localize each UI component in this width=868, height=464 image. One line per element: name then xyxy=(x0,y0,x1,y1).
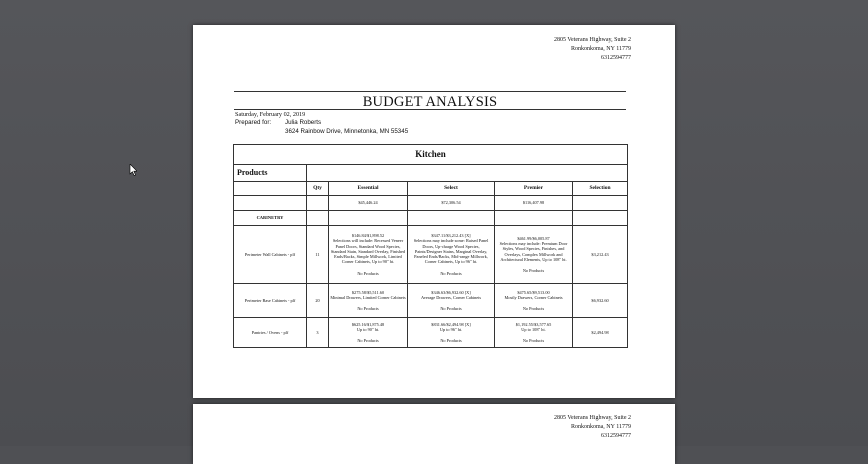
address-line-2: Ronkonkoma, NY 11779 xyxy=(570,46,631,53)
budget-table xyxy=(233,144,628,348)
totals-qty-blank xyxy=(307,196,329,211)
address-phone: 6312594777 xyxy=(601,55,631,62)
select-option xyxy=(408,284,495,318)
category-cell xyxy=(307,211,329,226)
products-spacer xyxy=(307,165,628,182)
select-price: $831.66/$2,494.98 [X] xyxy=(431,321,471,327)
essential-description: Selections will include: Recessed Veneer Panel Doors, Standard Wood Species, Standard Stain, Standard Overlay, Finished Ends/Backs, Simple Millwork, Limited Corner Cabinets, Up to 90" ht. xyxy=(330,238,406,265)
document-page-1 xyxy=(193,25,675,398)
select-option xyxy=(408,318,495,348)
essential-option xyxy=(329,226,408,284)
product-qty: 3 xyxy=(307,318,329,348)
category-cell xyxy=(573,211,628,226)
total-premier: $116,407.98 xyxy=(495,196,573,211)
essential-no-products: No Products xyxy=(357,306,379,312)
select-description: Selections may include some: Raised Panel Doors, Up-charge Wood Species, Paints/Designer Stains, Marginal Overlay, Paneled Ends/Backs, Mid-range Millwork, Corner Cabinets, Up to 96" ht. xyxy=(413,238,489,265)
select-no-products: No Products xyxy=(440,270,462,276)
premier-no-products: No Products xyxy=(522,267,545,273)
premier-description: Mostly Drawers, Corner Cabinets xyxy=(504,294,563,300)
title-rule-bottom xyxy=(234,109,626,110)
product-qty: 11 xyxy=(307,226,329,284)
report-date: Saturday, February 02, 2019 xyxy=(235,111,306,118)
title-rule-top xyxy=(234,91,626,92)
essential-option xyxy=(329,318,408,348)
client-address: 3624 Rainbow Drive, Minnetonka, MN 55345 xyxy=(285,128,409,135)
premier-description: Selections may include: Premium Door Styles, Wood Species, Finishes, and Overlays, Complex Millwork and Architectural Elements, Up to 108" ht. xyxy=(499,241,568,262)
header-selection: Selection xyxy=(573,182,628,196)
total-selection-blank xyxy=(573,196,628,211)
selection-value: $2,494.98 xyxy=(573,318,628,348)
table-row xyxy=(234,318,628,348)
select-price: $346.63/$6,932.60 [X] xyxy=(431,289,471,295)
product-name: Perimeter Base Cabinets - plf xyxy=(234,284,307,318)
essential-price: $146.84/$1,898.52 xyxy=(351,233,385,239)
premier-option xyxy=(495,284,573,318)
section-title: Kitchen xyxy=(234,145,628,165)
products-label: Products xyxy=(234,165,307,182)
select-description: Up to 96" ht. xyxy=(439,326,463,332)
client-name: Julia Roberts xyxy=(285,119,322,126)
header-blank xyxy=(234,182,307,196)
selection-value: $3,212.43 xyxy=(573,226,628,284)
essential-price: $625.16/$1,875.48 xyxy=(351,321,385,327)
premier-price: $475.65/$9,513.00 xyxy=(517,289,550,295)
company-address xyxy=(554,36,631,64)
essential-option xyxy=(329,284,408,318)
header-essential: Essential xyxy=(329,182,408,196)
product-name: Pantries / Ovens - plf xyxy=(234,318,307,348)
total-select: $72,306.54 xyxy=(408,196,495,211)
category-cell xyxy=(329,211,408,226)
essential-description: Up to 90" ht. xyxy=(356,326,380,332)
premier-option xyxy=(495,318,573,348)
address-line-1: 2805 Veterans Highway, Suite 2 xyxy=(554,37,631,43)
premier-price: $1,192.55/$3,577.65 xyxy=(515,321,552,327)
table-row xyxy=(234,226,628,284)
header-select: Select xyxy=(408,182,495,196)
select-description: Average Drawers, Corner Cabinets xyxy=(420,294,482,300)
address-phone: 6312594777 xyxy=(601,433,631,440)
company-address xyxy=(554,414,631,442)
select-no-products: No Products xyxy=(440,306,462,312)
premier-price: $461.99/$6,005.87 xyxy=(517,235,550,241)
document-page-2 xyxy=(193,404,675,464)
select-no-products: No Products xyxy=(440,338,462,344)
report-title: BUDGET ANALYSIS xyxy=(362,94,498,110)
address-line-2: Ronkonkoma, NY 11779 xyxy=(570,424,631,431)
product-qty: 20 xyxy=(307,284,329,318)
essential-no-products: No Products xyxy=(357,270,379,276)
essential-no-products: No Products xyxy=(357,338,379,344)
product-name: Perimeter Wall Cabinets - plf xyxy=(234,226,307,284)
premier-no-products: No Products xyxy=(522,338,545,344)
essential-description: Minimal Drawers, Limited Corner Cabinets xyxy=(330,294,406,300)
premier-description: Up to 108" ht. xyxy=(521,326,546,332)
essential-price: $275.58/$5,511.60 xyxy=(351,289,385,295)
mouse-pointer-icon xyxy=(129,164,137,176)
address-line-1: 2805 Veterans Highway, Suite 2 xyxy=(554,415,631,421)
header-qty: Qty xyxy=(307,182,329,196)
total-essential: $45,446.24 xyxy=(329,196,408,211)
select-option xyxy=(408,226,495,284)
select-price: $347.11/$3,212.43 [X] xyxy=(431,233,471,239)
header-premier: Premier xyxy=(495,182,573,196)
category-cell xyxy=(495,211,573,226)
premier-no-products: No Products xyxy=(522,306,545,312)
table-row xyxy=(234,284,628,318)
totals-blank xyxy=(234,196,307,211)
category-cell xyxy=(408,211,495,226)
selection-value: $6,932.60 xyxy=(573,284,628,318)
category-label: CABINETRY xyxy=(234,211,307,226)
prepared-for-label: Prepared for: xyxy=(235,119,272,126)
premier-option xyxy=(495,226,573,284)
